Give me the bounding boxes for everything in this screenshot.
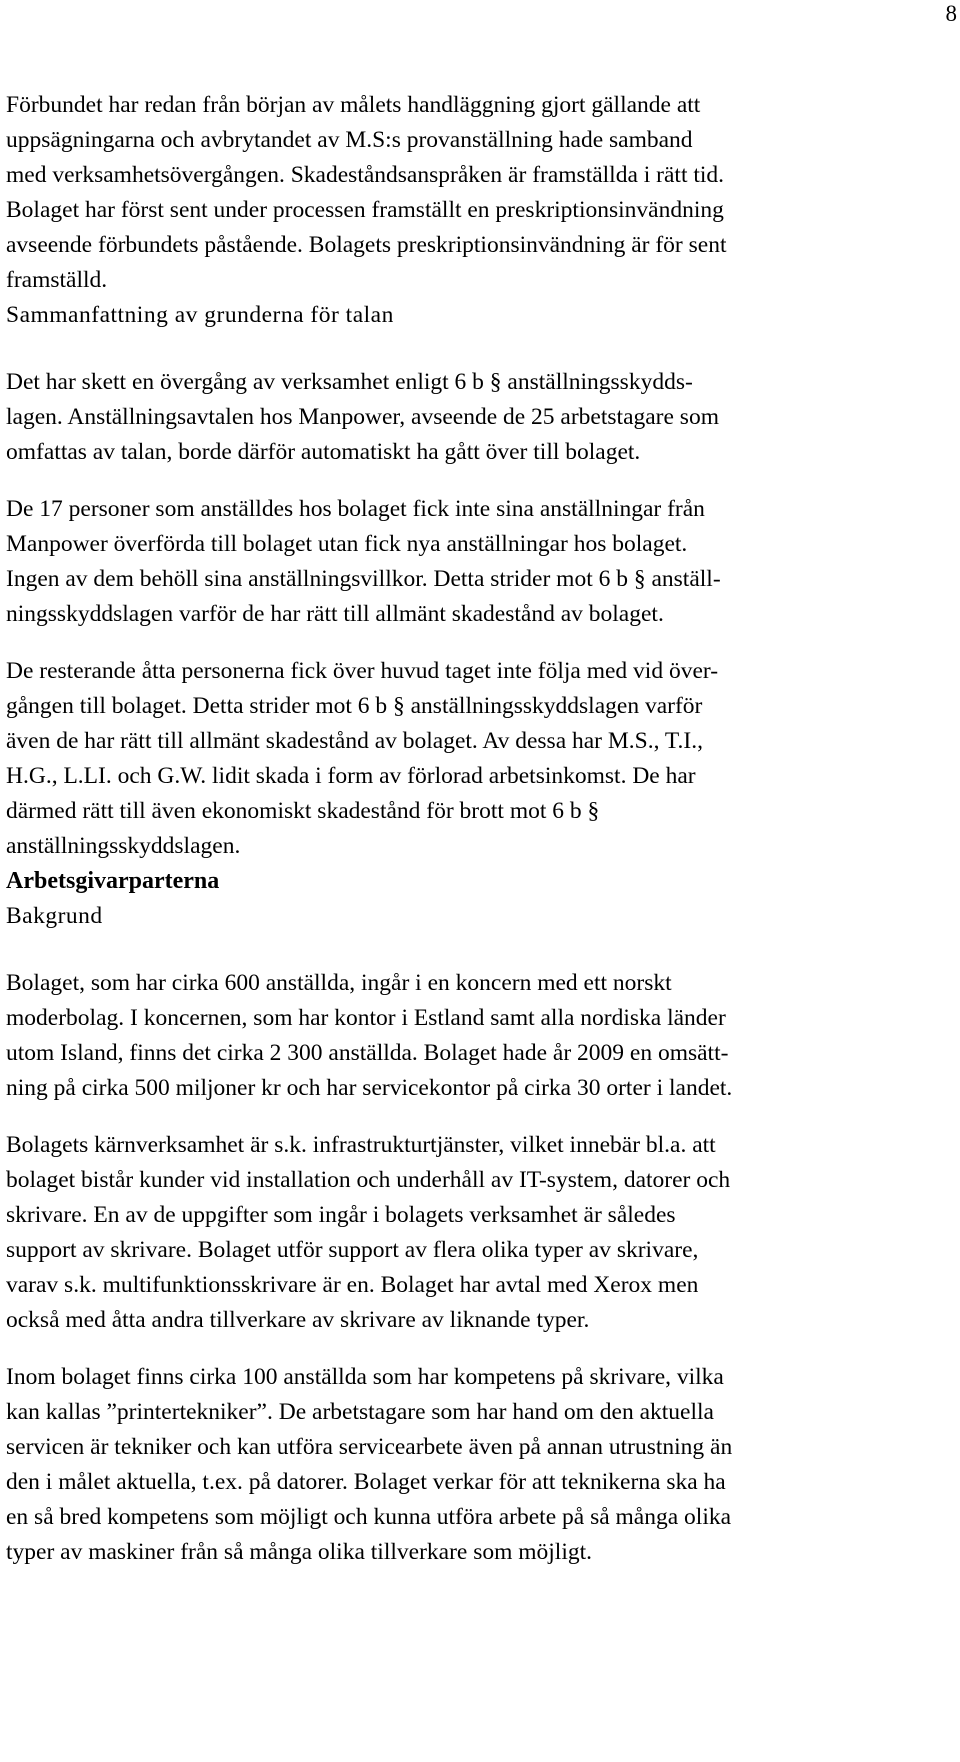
document-body [6,88,956,1570]
paragraph-transfer: Det har skett en övergång av verksamhet enligt 6 b § anställningsskydds- lagen. Anställningsavtalen hos Manpower, avseende de 25 arbetstagare som omfattas av talan, borde därför automatiskt ha gått över till bolaget. [6,369,719,465]
heading-background: Bakgrund [6,903,103,929]
paragraph-printer-technicians: Inom bolaget finns cirka 100 anställda som har kompetens på skrivare, vilka kan kallas ”printertekniker”. De arbetstagare som har hand om den aktuella servicen är tekniker och kan utföra servicearbete även på annan utrustning än den i målet aktuella, t.ex. på datorer. Bolaget verkar för att teknikerna ska ha en så bred kompetens som möjligt och kunna utföra arbete på så många olika typer av maskiner från så många olika tillverkare som möjligt. [6,1364,733,1565]
paragraph-timeliness: Förbundet har redan från början av målets handläggning gjort gällande att uppsägningarna och avbrytandet av M.S:s provanställning hade samband med verksamhetsövergången. Skadeståndsanspråken är framställda i rätt tid. Bolaget har först sent under processen framställt en preskriptionsinvändning avseende förbundets påstående. Bolagets preskriptionsinvändning är för sent framställd. [6,92,727,293]
heading-summary: Sammanfattning av grunderna för talan [6,302,394,328]
paragraph-core-business: Bolagets kärnverksamhet är s.k. infrastrukturtjänster, vilket innebär bl.a. att bolaget bistår kunder vid installation och underhåll av IT-system, datorer och skrivare. En av de uppgifter som ingår i bolagets verksamhet är således support av skrivare. Bolaget utför support av flera olika typer av skrivare, varav s.k. multifunktionsskrivare är en. Bolaget har avtal med Xerox men också med åtta andra tillverkare av skrivare av liknande typer. [6,1132,731,1333]
page-number: 8 [945,1,957,26]
paragraph-eight-persons: De resterande åtta personerna fick över huvud taget inte följa med vid över- gången till bolaget. Detta strider mot 6 b § anställningsskyddslagen varför även de har rätt till allmänt skadestånd av bolaget. Av dessa har M.S., T.I., H.G., L.LI. och G.W. lidit skada i form av förlorad arbetsinkomst. De har därmed rätt till även ekonomiskt skadestånd för brott mot 6 b § anställningsskyddslagen. [6,658,719,859]
paragraph-seventeen-persons: De 17 personer som anställdes hos bolaget fick inte sina anställningar från Manpower överförda till bolaget utan fick nya anställningar hos bolaget. Ingen av dem behöll sina anställningsvillkor. Detta strider mot 6 b § anställ- ningsskyddslagen varför de har rätt till allmänt skadestånd av bolaget. [6,496,721,627]
heading-employers: Arbetsgivarparterna [6,868,220,894]
paragraph-company-overview: Bolaget, som har cirka 600 anställda, ingår i en koncern med ett norskt moderbolag. I koncernen, som har kontor i Estland samt alla nordiska länder utom Island, finns det cirka 2 300 anställda. Bolaget hade år 2009 en omsätt- ning på cirka 500 miljoner kr och har servicekontor på cirka 30 orter i landet. [6,970,733,1101]
